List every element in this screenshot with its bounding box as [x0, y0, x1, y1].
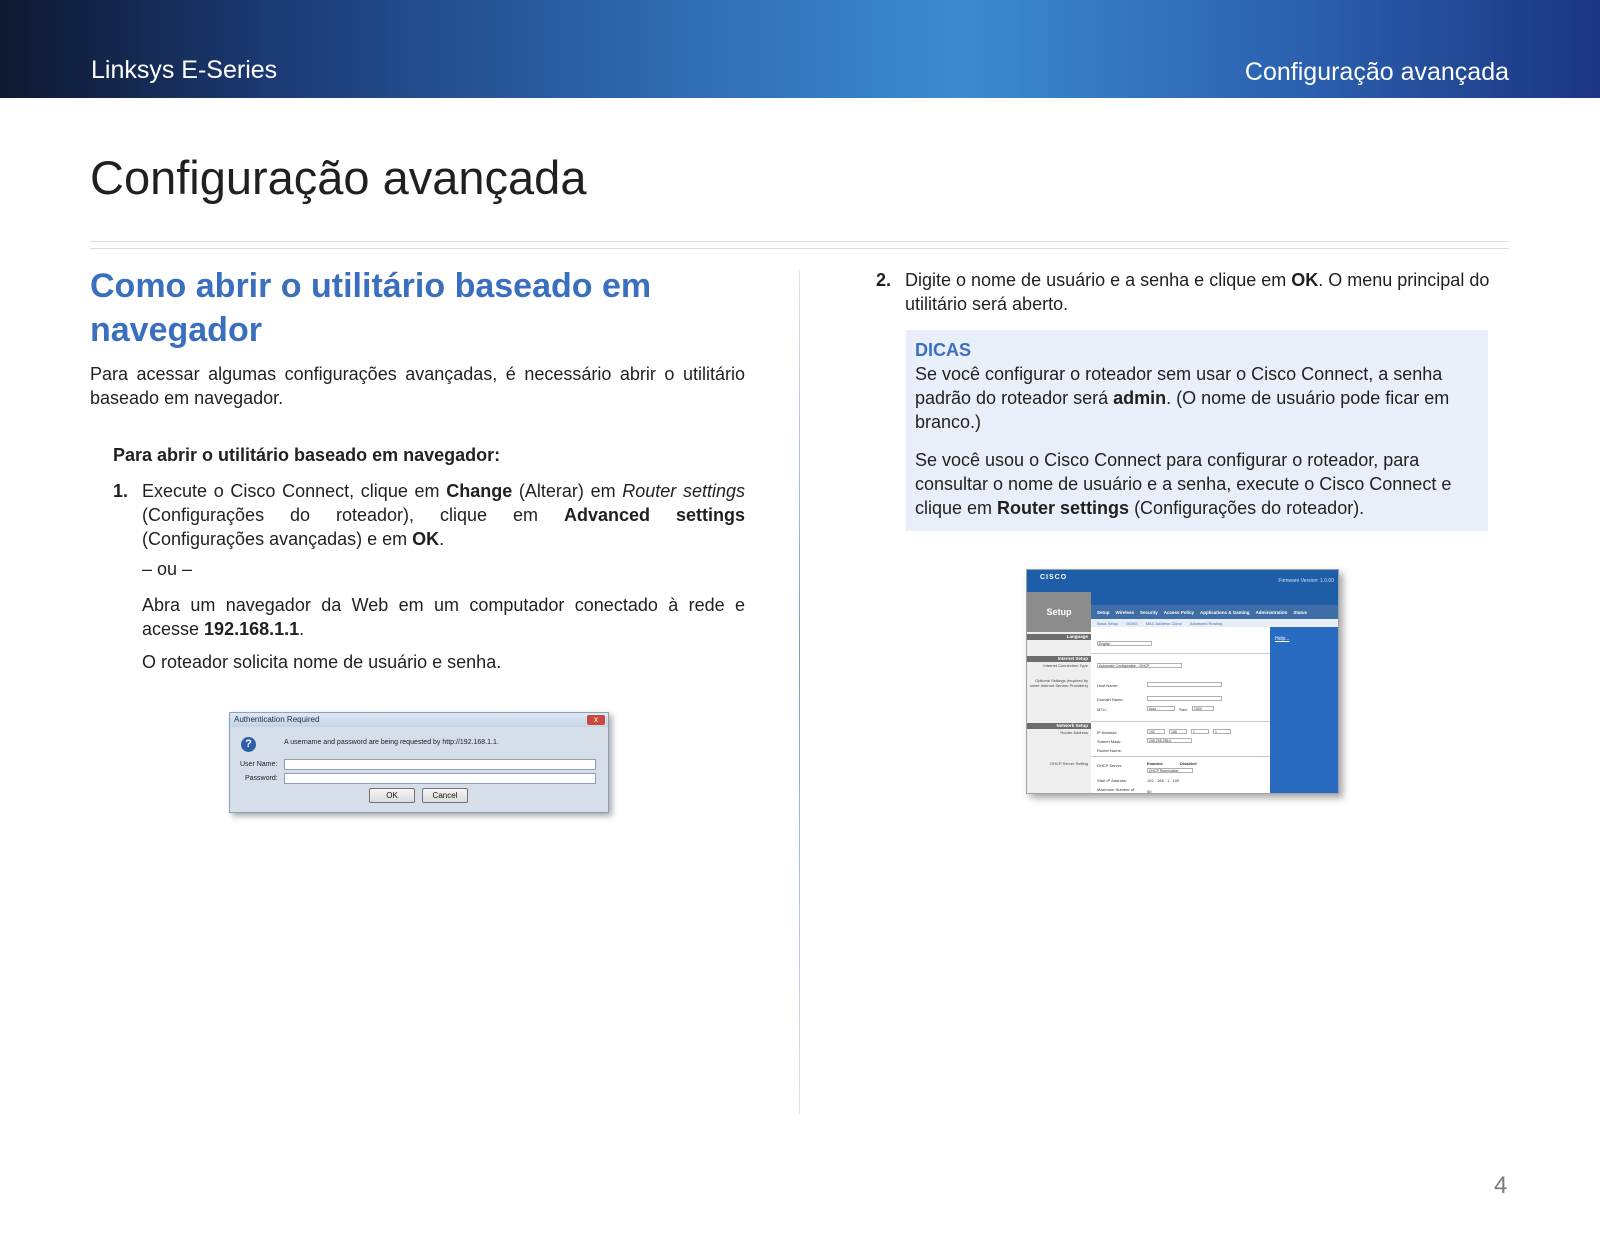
procedure-title: Para abrir o utilitário baseado em navegador:	[113, 445, 501, 465]
ip-octet-field: 1	[1191, 729, 1209, 734]
section-internet-setup: Internet Setup	[1027, 656, 1091, 662]
cancel-button: Cancel	[422, 788, 468, 803]
section-title: Como abrir o utilitário baseado em navegador	[90, 267, 652, 349]
page-title: Configuração avançada	[90, 151, 587, 204]
username-field	[284, 759, 596, 770]
nav-tab: Wireless	[1115, 609, 1134, 615]
or-separator: – ou –	[142, 559, 193, 579]
size-label: Size:	[1179, 707, 1188, 712]
help-column	[1270, 627, 1339, 794]
mtu-select: Auto	[1147, 706, 1175, 711]
label-dhcp-server: DHCP Server Setting	[1050, 761, 1088, 766]
domain-name-field	[1147, 696, 1222, 701]
size-field: 1500	[1192, 706, 1214, 711]
host-name-label: Host Name:	[1097, 683, 1119, 688]
column-divider	[799, 270, 800, 1115]
cisco-logo: CISCO	[1040, 574, 1068, 581]
auth-dialog-message: A username and password are being requested by http://192.168.1.1.	[284, 739, 499, 746]
intro-paragraph: Para acessar algumas configurações avançadas, é necessário abrir o utilitário baseado em navegador.	[90, 364, 745, 408]
setup-row-divider	[1091, 721, 1270, 722]
domain-name-label: Domain Name:	[1097, 697, 1124, 702]
subnav-item: DDNS	[1126, 620, 1138, 626]
label-router-address: Router Address	[1060, 730, 1088, 735]
subnet-mask-label: Subnet Mask:	[1097, 739, 1122, 744]
ok-button: OK	[369, 788, 415, 803]
max-users-label: Maximum Number of	[1097, 787, 1135, 792]
question-icon: ?	[241, 737, 256, 752]
page-number: 4	[1494, 1172, 1508, 1199]
subnet-mask-select: 255.255.255.0	[1147, 738, 1192, 743]
auth-dialog-screenshot	[229, 712, 609, 813]
step-2-number: 2.	[876, 270, 892, 290]
label-connection-type: Internet Connection Type	[1043, 663, 1088, 668]
dhcp-disabled-radio: Disabled	[1180, 761, 1197, 766]
nav-tab: Status	[1293, 609, 1308, 615]
help-link: Help...	[1275, 636, 1290, 642]
tips-paragraph-1: Se você configurar o roteador sem usar o Cisco Connect, a senha padrão do roteador será admin. (O nome de usuário pode ficar em branco.)	[915, 364, 1450, 432]
subnav-item: Advanced Routing	[1189, 620, 1223, 626]
firmware-version: Firmware Version: 1.0.00	[1278, 578, 1334, 584]
setup-row-divider	[1091, 653, 1270, 654]
connection-type-select: Automatic Configuration - DHCP	[1097, 663, 1182, 668]
router-requests-text: O roteador solicita nome de usuário e senha.	[142, 652, 502, 672]
nav-tab: Applications & Gaming	[1200, 609, 1250, 615]
dhcp-server-label: DHCP Server:	[1097, 763, 1123, 768]
step-1-number: 1.	[113, 481, 129, 501]
setup-nav-tabs	[1091, 605, 1339, 619]
title-divider-secondary	[90, 248, 1509, 249]
subnav-item: Basic Setup	[1097, 620, 1119, 626]
step-1-text: Execute o Cisco Connect, clique em Change (Alterar) em Router settings (Configurações do roteador), clique em Advanced settings (Configurações avançadas) e em OK.	[142, 481, 746, 549]
ip-address-label: IP Address:	[1097, 730, 1118, 735]
title-divider	[90, 241, 1509, 242]
label-optional-settings: Optional Settings (required by some Internet Service Providers)	[1029, 678, 1088, 688]
ip-octet-field: 168	[1169, 729, 1187, 734]
auth-dialog-titlebar	[230, 713, 608, 727]
language-select: English	[1097, 641, 1152, 646]
setup-top-bar	[1027, 570, 1339, 592]
nav-tab: Setup	[1097, 609, 1110, 615]
header-product-name: Linksys E-Series	[91, 56, 278, 84]
tips-paragraph-2: Se você usou o Cisco Connect para configurar o roteador, para consultar o nome de usuário e a senha, execute o Cisco Connect e clique em Router settings (Configurações do roteador).	[915, 450, 1452, 518]
start-ip-value: 192 . 168 . 1 . 100	[1147, 778, 1180, 783]
tips-box	[906, 330, 1488, 531]
host-name-field	[1147, 682, 1222, 687]
start-ip-label: Start IP Address:	[1097, 778, 1127, 783]
mtu-label: MTU:	[1097, 707, 1107, 712]
page-header	[0, 0, 1600, 98]
section-network-setup: Network Setup	[1027, 723, 1091, 729]
username-label: User Name:	[240, 761, 278, 768]
ip-octet-field: 192	[1147, 729, 1165, 734]
ip-octet-field: 1	[1213, 729, 1231, 734]
password-field	[284, 773, 596, 784]
step-2-text: Digite o nome de usuário e a senha e clique em OK. O menu principal do utilitário será aberto.	[905, 270, 1490, 314]
auth-dialog-title: Authentication Required	[234, 715, 320, 724]
subnav-item: MAC Address Clone	[1145, 620, 1182, 626]
dhcp-reservation-button: DHCP Reservation	[1147, 768, 1193, 773]
password-label: Password:	[245, 775, 278, 782]
setup-row-divider	[1091, 756, 1270, 757]
setup-subnav	[1091, 619, 1339, 627]
nav-tab: Access Policy	[1163, 609, 1195, 615]
header-chapter-name: Configuração avançada	[1244, 58, 1509, 86]
section-language: Language	[1027, 634, 1091, 640]
dhcp-enabled-radio: Enabled	[1147, 761, 1163, 766]
open-browser-paragraph: Abra um navegador da Web em um computador conectado à rede e acesse 192.168.1.1.	[142, 595, 745, 639]
tips-heading: DICAS	[915, 340, 972, 360]
nav-tab: Security	[1140, 609, 1158, 615]
nav-tab: Administration	[1255, 609, 1288, 615]
router-name-label: Router Name:	[1097, 748, 1122, 753]
router-setup-screenshot	[1026, 569, 1339, 794]
close-icon: x	[587, 715, 605, 725]
setup-side-tab: Setup	[1027, 592, 1091, 632]
max-users-value: 50	[1147, 789, 1152, 794]
